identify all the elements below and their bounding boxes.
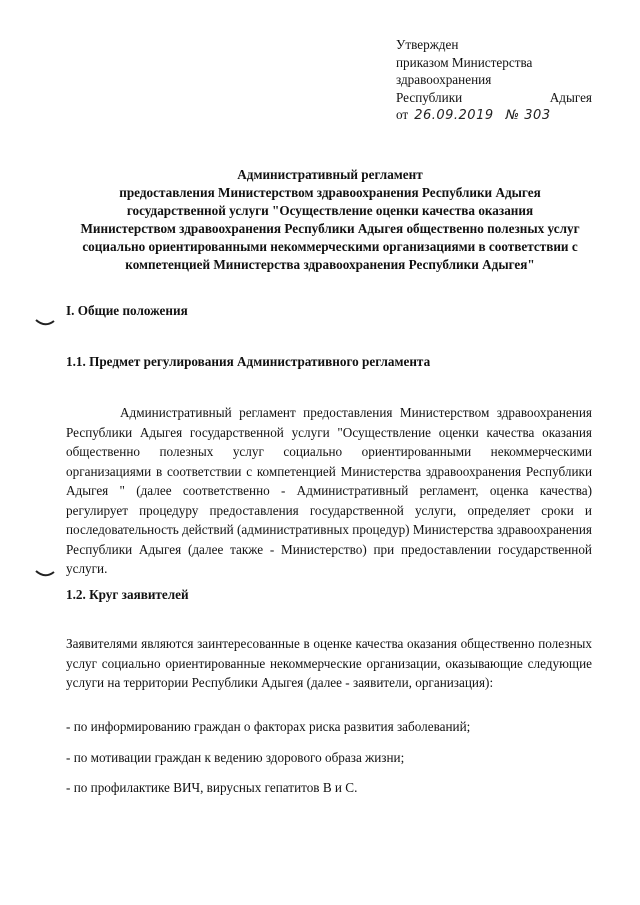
list-item: - по информированию граждан о факторах риска развития заболеваний;: [66, 719, 471, 734]
binding-hole-mark: [34, 569, 56, 579]
title-line-2: предоставления Министерством здравоохранения Республики Адыгея: [119, 185, 541, 200]
approval-line-order: приказом Министерства: [396, 54, 533, 70]
approval-date-prefix: от: [396, 107, 409, 122]
title-line-3: государственной услуги "Осуществление оценки качества оказания: [126, 203, 534, 218]
title-line-1: Административный регламент: [237, 167, 423, 182]
section-1-heading: I. Общие положения: [66, 303, 188, 318]
list-item: - по мотивации граждан к ведению здорового образа жизни;: [66, 750, 405, 765]
approval-line-health: здравоохранения: [396, 72, 492, 87]
approval-date-line: [396, 106, 592, 125]
approval-handwritten-date: 26.09.2019: [414, 108, 494, 123]
approval-stamp-block: [396, 36, 592, 125]
approval-adygea-word: Адыгея: [549, 89, 592, 105]
title-line-6: компетенцией Министерства здравоохранения Республики Адыгея": [125, 257, 535, 272]
approval-line-approved: Утвержден: [396, 37, 459, 52]
approval-line-republic: [396, 89, 592, 107]
document-title: [60, 166, 600, 274]
subsection-1-1-paragraph: Административный регламент предоставления Министерством здравоохранения Республики Адыгея государственной услуги "Осуществление оценки качества оказания общественно полезных услуг социально ориентированными некоммерческими организациями в соответствии с компетенцией Министерства здравоохранения Республики Адыгея " (далее соответственно - Административный регламент, оценка качества) регулирует процедуру предоставления государственной услуги, определяет сроки и последовательность действий (административных процедур) Министерства здравоохранения Республики Адыгея (далее также - Министерство) при предоставлении государственной услуги.: [66, 405, 592, 576]
approval-handwritten-number: № 303: [505, 108, 551, 123]
title-line-4: Министерством здравоохранения Республики Адыгея общественно полезных услуг: [80, 221, 580, 236]
subsection-1-2-paragraph: Заявителями являются заинтересованные в оценке качества оказания общественно полезных услуг социально ориентированные некоммерческие организации, оказывающие следующие услуги на территории Республики Адыгея (далее - заявители, организация):: [66, 636, 592, 690]
binding-hole-mark: [34, 318, 56, 328]
title-line-5: социально ориентированными некоммерческими организациями в соответствии с: [82, 239, 578, 254]
subsection-1-1-heading: 1.1. Предмет регулирования Административного регламента: [66, 354, 431, 369]
approval-republic-word: Республики: [396, 89, 463, 105]
subsection-1-2-heading: 1.2. Круг заявителей: [66, 587, 189, 602]
list-item: - по профилактике ВИЧ, вирусных гепатитов B и C.: [66, 780, 358, 795]
